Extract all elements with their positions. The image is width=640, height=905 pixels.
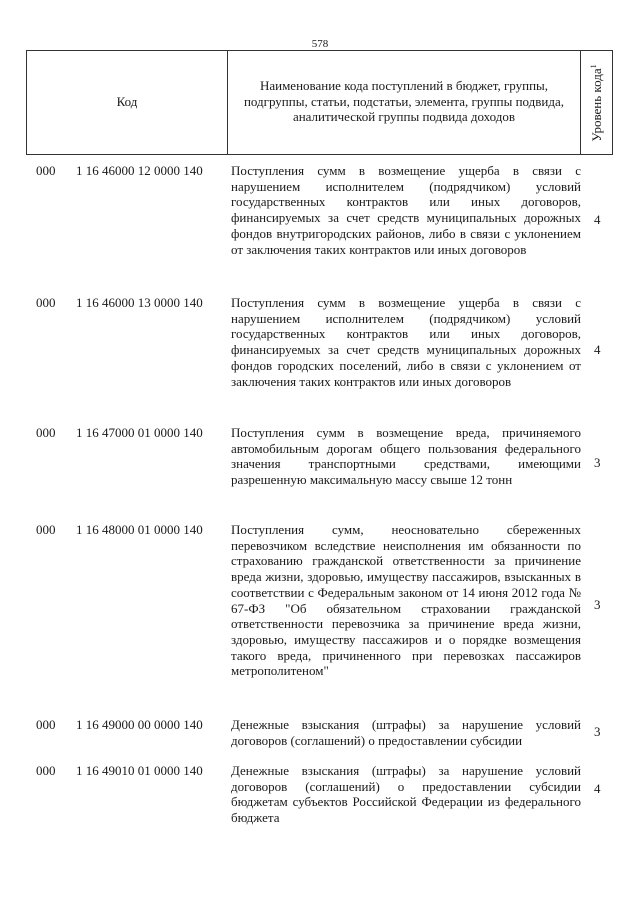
page-number: 578: [311, 38, 329, 50]
header-level-label: [588, 64, 604, 141]
admin-code: 000: [36, 522, 56, 537]
code-level: 4: [594, 342, 601, 357]
income-name: Денежные взыскания (штрафы) за нарушение условий договоров (соглашений) о предоставлении субсидии: [231, 717, 581, 748]
header-code-cell: [27, 51, 228, 154]
table-header: [26, 50, 613, 155]
code-level: 4: [594, 212, 601, 227]
header-level-text: Уровень кода: [588, 67, 604, 142]
income-code: 1 16 46000 13 0000 140: [76, 295, 203, 310]
income-name: Поступления сумм, неосновательно сбереженных перевозчиком вследствие неисполнения им обязанности по страхованию гражданской ответственности за причинение вреда жизни, здоровью, имуществу пассажиров, взысканных в соответствии с Федеральным законом от 14 июня 2012 года № 67-ФЗ "Об обязательном страховании гражданской ответственности перевозчика за причинение вреда жизни, здоровью, имуществу пассажиров и о порядке возмещения такого вреда, причиненного при перевозках пассажиров метрополитеном": [231, 522, 581, 679]
code-level: 3: [594, 724, 601, 739]
table-row: [26, 155, 613, 287]
header-level-cell: [581, 51, 612, 154]
header-name-cell: [228, 51, 581, 154]
header-code-label: Код: [116, 94, 138, 109]
income-code: 1 16 49000 00 0000 140: [76, 717, 203, 732]
code-level: 3: [594, 597, 601, 612]
admin-code: 000: [36, 763, 56, 778]
table-row: [26, 755, 613, 835]
header-name-label: Наименование кода поступлений в бюджет, группы, подгруппы, статьи, подстатьи, элемента, группы подвида, аналитической группы подвида доходов: [243, 78, 565, 124]
table-row: [26, 417, 613, 514]
table-row: [26, 514, 613, 709]
table-row: [26, 287, 613, 417]
header-level-footnote: 1: [588, 63, 598, 68]
income-name: Денежные взыскания (штрафы) за нарушение условий договоров (соглашений) о предоставлении субсидии бюджетам субъектов Российской Федерации из федерального бюджета: [231, 763, 581, 826]
income-name: Поступления сумм в возмещение вреда, причиняемого автомобильным дорогам общего пользования федерального значения транспортными средствами, имеющими разрешенную максимальную массу свыше 12 тонн: [231, 425, 581, 488]
income-code: 1 16 49010 01 0000 140: [76, 763, 203, 778]
table-row: [26, 709, 613, 755]
income-code: 1 16 48000 01 0000 140: [76, 522, 203, 537]
code-level: 4: [594, 781, 601, 796]
code-level: 3: [594, 455, 601, 470]
income-code: 1 16 47000 01 0000 140: [76, 425, 203, 440]
income-name: Поступления сумм в возмещение ущерба в связи с нарушением исполнителем (подрядчиком) условий государственных контрактов или иных договоров, финансируемых за счет средств муниципальных дорожных фондов городских поселений, либо в связи с уклонением от заключения таких контрактов или иных договоров: [231, 295, 581, 389]
admin-code: 000: [36, 163, 56, 178]
income-code: 1 16 46000 12 0000 140: [76, 163, 203, 178]
income-name: Поступления сумм в возмещение ущерба в связи с нарушением исполнителем (подрядчиком) условий государственных контрактов или иных договоров, финансируемых за счет средств муниципальных дорожных фондов внутригородских районов, либо в связи с уклонением от заключения таких контрактов или иных договоров: [231, 163, 581, 257]
admin-code: 000: [36, 295, 56, 310]
admin-code: 000: [36, 717, 56, 732]
admin-code: 000: [36, 425, 56, 440]
